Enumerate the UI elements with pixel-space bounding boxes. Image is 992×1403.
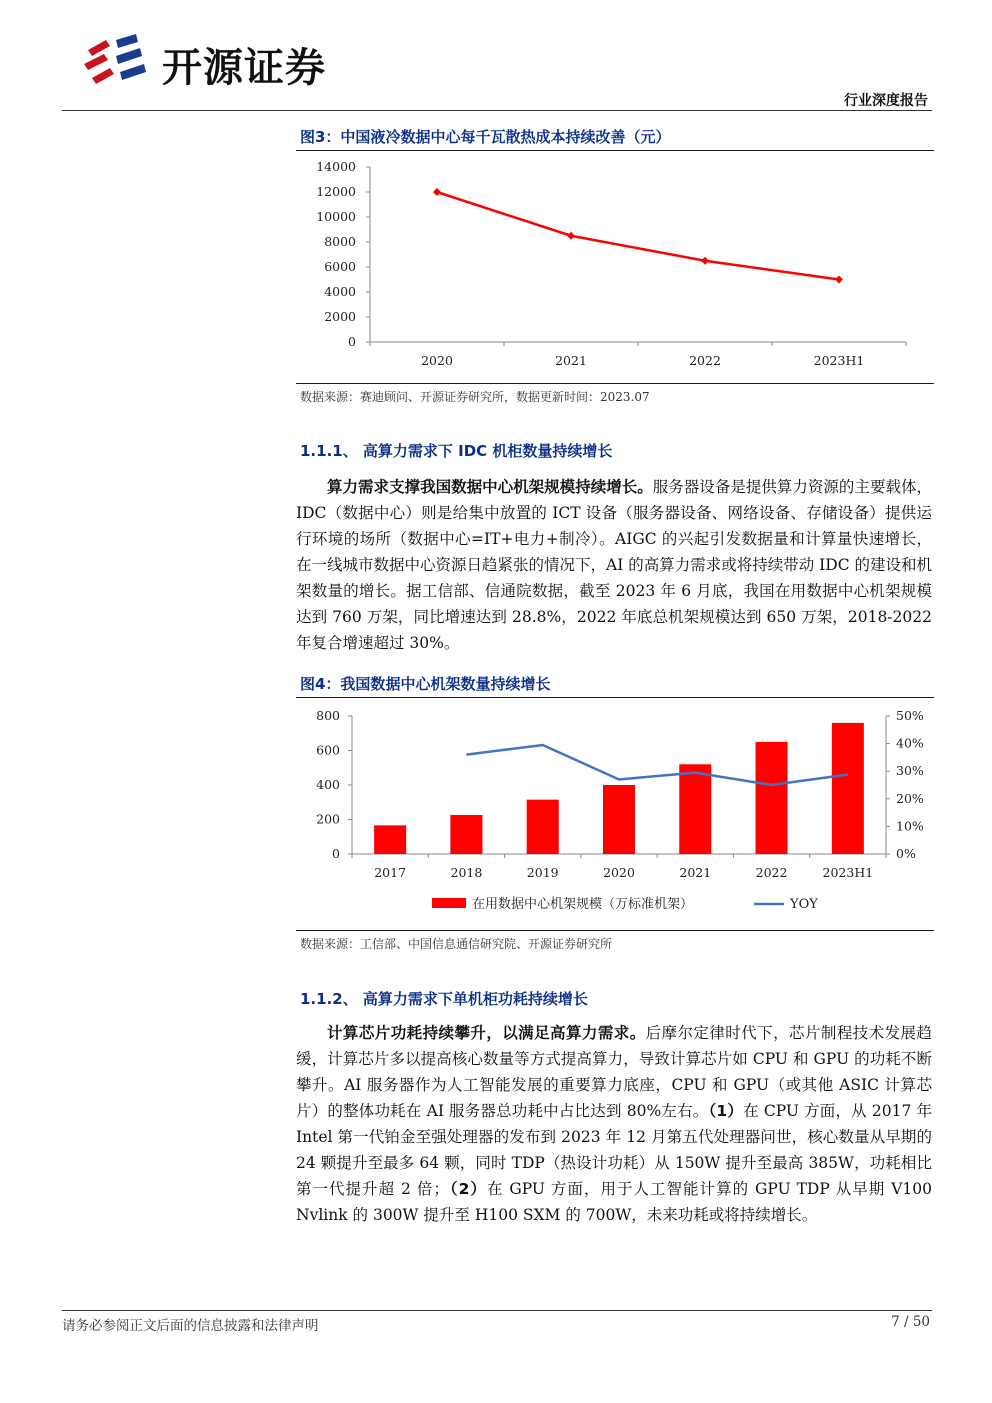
legend-bar-swatch — [432, 898, 466, 908]
section2-paragraph — [296, 1020, 932, 1228]
section-heading-1-1-1: 1.1.1、 高算力需求下 IDC 机柜数量持续增长 — [300, 442, 613, 460]
left-tick-label: 600 — [316, 742, 340, 758]
header-rule — [62, 110, 932, 111]
x-tick-label: 2022 — [755, 865, 788, 880]
x-tick-label: 2022 — [689, 353, 721, 368]
y-tick-label: 4000 — [324, 284, 356, 299]
figure3-title: 图3：中国液冷数据中心每千瓦散热成本持续改善（元） — [300, 128, 671, 146]
figure3-source: 数据来源：赛迪顾问、开源证券研究所，数据更新时间：2023.07 — [300, 390, 650, 404]
figure4-bottom-rule — [296, 930, 934, 931]
right-tick-label: 20% — [896, 790, 924, 806]
section1-paragraph — [296, 474, 932, 656]
left-tick-label: 0 — [332, 846, 340, 861]
data-point — [433, 188, 441, 196]
bar — [374, 825, 406, 854]
y-tick-label: 2000 — [324, 309, 356, 324]
section2-lead: 计算芯片功耗持续攀升，以满足高算力需求。 — [327, 1024, 646, 1042]
y-tick-label: 14000 — [316, 159, 356, 174]
series-line — [437, 192, 839, 280]
x-tick-label: 2021 — [555, 353, 587, 368]
x-tick-label: 2020 — [421, 353, 453, 368]
section-heading-1-1-2: 1.1.2、 高算力需求下单机柜功耗持续增长 — [300, 990, 588, 1008]
figure3-chart — [294, 152, 934, 382]
figure4-source: 数据来源：工信部、中国信息通信研究院、开源证券研究所 — [300, 937, 613, 951]
figure4-title: 图4：我国数据中心机架数量持续增长 — [300, 675, 551, 693]
data-point — [701, 257, 709, 265]
left-tick-label: 200 — [316, 811, 340, 827]
y-tick-label: 8000 — [324, 234, 356, 249]
bar — [832, 723, 864, 854]
figure4-chart — [294, 700, 934, 928]
footer-disclaimer: 请务必参阅正文后面的信息披露和法律声明 — [62, 1318, 319, 1334]
footer-rule — [62, 1310, 932, 1311]
logo-mark-icon — [80, 30, 152, 86]
bar — [527, 800, 559, 854]
bar — [679, 764, 711, 854]
section2-point2-label: （2） — [448, 1180, 487, 1198]
right-tick-label: 10% — [896, 818, 924, 834]
figure4-top-rule — [296, 697, 934, 698]
right-tick-label: 50% — [896, 708, 924, 723]
y-tick-label: 12000 — [316, 184, 356, 199]
section1-lead: 算力需求支撑我国数据中心机架规模持续增长。 — [327, 478, 653, 496]
yoy-line — [466, 745, 847, 785]
x-tick-label: 2017 — [374, 865, 407, 880]
figure3-bottom-rule — [296, 383, 934, 384]
report-type: 行业深度报告 — [844, 93, 928, 109]
legend-line-label: YOY — [790, 897, 818, 912]
right-tick-label: 0% — [896, 846, 916, 861]
section2-point1: 在 CPU 方面，从 2017 年 Intel 第一代铂金至强处理器的发布到 2023 年 12 月第五代处理器问世，核心数量从早期的 24 颗提升至最多 64 颗，同时 TDP（热设计功耗）从 150W 提升至最高 385W，功耗相比第一代提升超 2 倍； — [296, 1102, 932, 1198]
figure3-top-rule — [296, 150, 934, 151]
x-tick-label: 2019 — [526, 865, 559, 880]
section2-point2: 在 GPU 方面，用于人工智能计算的 GPU TDP 从早期 V100 Nvlink 的 300W 提升至 H100 SXM 的 700W，未来功耗或将持续增长。 — [296, 1180, 932, 1224]
company-logo — [80, 30, 380, 90]
bar — [756, 742, 788, 854]
left-tick-label: 800 — [316, 708, 340, 723]
data-point — [567, 232, 575, 240]
page-number: 7 / 50 — [891, 1314, 930, 1330]
right-tick-label: 30% — [896, 763, 924, 779]
data-point — [835, 276, 843, 284]
x-tick-label: 2023H1 — [813, 353, 865, 368]
bar — [450, 815, 482, 854]
legend-bar-label: 在用数据中心机架规模（万标准机架） — [472, 897, 694, 912]
x-tick-label: 2020 — [603, 865, 635, 880]
section2-point1-label: （1） — [708, 1102, 744, 1120]
y-tick-label: 10000 — [316, 209, 356, 224]
x-tick-label: 2021 — [679, 865, 712, 880]
right-tick-label: 40% — [896, 735, 924, 751]
left-tick-label: 400 — [316, 777, 340, 792]
y-tick-label: 0 — [348, 334, 356, 349]
section1-body: 服务器设备是提供算力资源的主要载体，IDC（数据中心）则是给集中放置的 ICT 设备（服务器设备、网络设备、存储设备）提供运行环境的场所（数据中心=IT+电力+制冷）。AIGC 的兴起引发数据量和计算量快速增长，在一线城市数据中心资源日趋紧张的情况下，AI 的高算力需求或将持续带动 IDC 的建设和机架数量的增长。据工信部、信通院数据，截至 2023 年 6 月底，我国在用数据中心机架规模达到 760 万架，同比增速达到 28.8%，2022 年底总机架规模达到 650 万架，2018-2022 年复合增速超过 30%。 — [296, 478, 933, 652]
x-tick-label: 2018 — [450, 865, 483, 880]
bar — [603, 785, 635, 854]
section2-body: 后摩尔定律时代下，芯片制程技术发展趋缓，计算芯片多以提高核心数量等方式提高算力，导致计算芯片如 CPU 和 GPU 的功耗不断攀升。AI 服务器作为人工智能发展的重要算力底座，CPU 和 GPU（或其他 ASIC 计算芯片）的整体功耗在 AI 服务器总功耗中占比达到 80%左右。 — [296, 1024, 932, 1120]
y-tick-label: 6000 — [324, 259, 356, 274]
x-tick-label: 2023H1 — [822, 865, 874, 880]
brand-name: 开源证券 — [162, 45, 326, 91]
